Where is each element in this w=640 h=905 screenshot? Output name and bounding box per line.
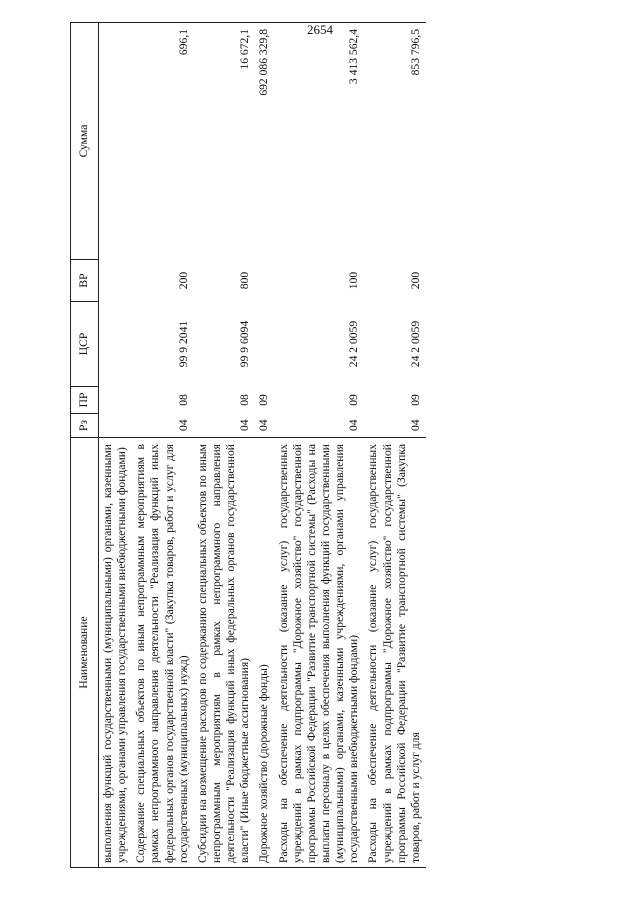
row-vr — [99, 260, 133, 302]
row-pr: 08 — [238, 394, 252, 406]
row-sum — [99, 23, 133, 260]
row-vr: 200 — [408, 271, 422, 290]
header-rz: Рз — [71, 414, 99, 438]
row-vr: 200 — [176, 271, 190, 290]
row-rz — [99, 414, 133, 438]
table-header-row — [71, 23, 99, 868]
row-sum: 853 796,5 — [364, 23, 426, 260]
budget-table — [70, 22, 426, 868]
row-name: Субсидии на возмещение расходов по содержанию специальных объектов по иным непрограммным мероприятиям в рамках непрограммного направления деятельности "Реализация функций иных федеральных органов государственной власти" (Иные бюджетные ассигнования) — [194, 438, 256, 868]
row-name: Содержание специальных объектов по иным непрограммным мероприятиям в рамках непрограммного направления деятельности "Реализация функций иных федеральных органов государственной власти" (Закупка товаров, работ и услуг для государственных (муниципальных) нужд) — [132, 438, 194, 868]
row-rz: 04 — [347, 419, 361, 432]
row-name: Дорожное хозяйство (дорожные фонды) — [255, 438, 274, 868]
row-rz: 04 — [176, 419, 190, 432]
row-sum: 692 086 329,8 — [255, 23, 274, 260]
row-sum: 696,1 — [132, 23, 194, 260]
header-csr: ЦСР — [71, 302, 99, 387]
row-pr — [99, 387, 133, 414]
row-csr: 24 2 0059 — [408, 320, 422, 368]
header-sum: Сумма — [71, 23, 99, 260]
row-pr: 09 — [408, 394, 422, 406]
rotated-table-wrapper — [70, 23, 580, 868]
row-pr: 08 — [176, 394, 190, 406]
row-csr: 99 9 2041 — [176, 320, 190, 368]
header-pr: ПР — [71, 387, 99, 414]
row-csr — [255, 302, 274, 387]
row-vr: 100 — [347, 271, 361, 290]
header-vr: ВР — [71, 260, 99, 302]
row-rz: 04 — [257, 419, 271, 432]
row-name: Расходы на обеспечение деятельности (оказание услуг) государственных учреждений в рамках подпрограммы "Дорожное хозяйство" государственной программы Российской Федерации "Развитие транспортной системы" (Расходы на выплаты персоналу в целях обеспечения выполнения функций государственными (муниципальными) органами, казенными учреждениями, органами управления государственными внебюджетными фондами) — [275, 438, 365, 868]
row-csr: 24 2 0059 — [347, 320, 361, 368]
row-sum: 16 672,1 — [194, 23, 256, 260]
row-vr: 800 — [238, 271, 252, 290]
table-row — [132, 23, 194, 868]
row-vr — [255, 260, 274, 302]
table-row — [99, 23, 133, 868]
row-csr: 99 9 6094 — [238, 320, 252, 368]
header-name: Наименование — [71, 438, 99, 868]
row-sum: 3 413 562,4 — [275, 23, 365, 260]
table-row — [275, 23, 365, 868]
row-csr — [99, 302, 133, 387]
page-number: 2654 — [307, 22, 333, 37]
row-pr: 09 — [257, 394, 271, 406]
row-rz: 04 — [238, 419, 252, 432]
table-row — [255, 23, 274, 868]
table-row — [364, 23, 426, 868]
row-name: Расходы на обеспечение деятельности (оказание услуг) государственных учреждений в рамках подпрограммы "Дорожное хозяйство" государственной программы Российской Федерации "Развитие транспортной системы" (Закупка товаров, работ и услуг для — [364, 438, 426, 868]
table-row — [194, 23, 256, 868]
row-rz: 04 — [408, 419, 422, 432]
row-name: выполнения функций государственными (муниципальными) органами, казенными учреждениями, органами управления государственными внебюджетными фондами) — [99, 438, 133, 868]
row-pr: 09 — [347, 394, 361, 406]
